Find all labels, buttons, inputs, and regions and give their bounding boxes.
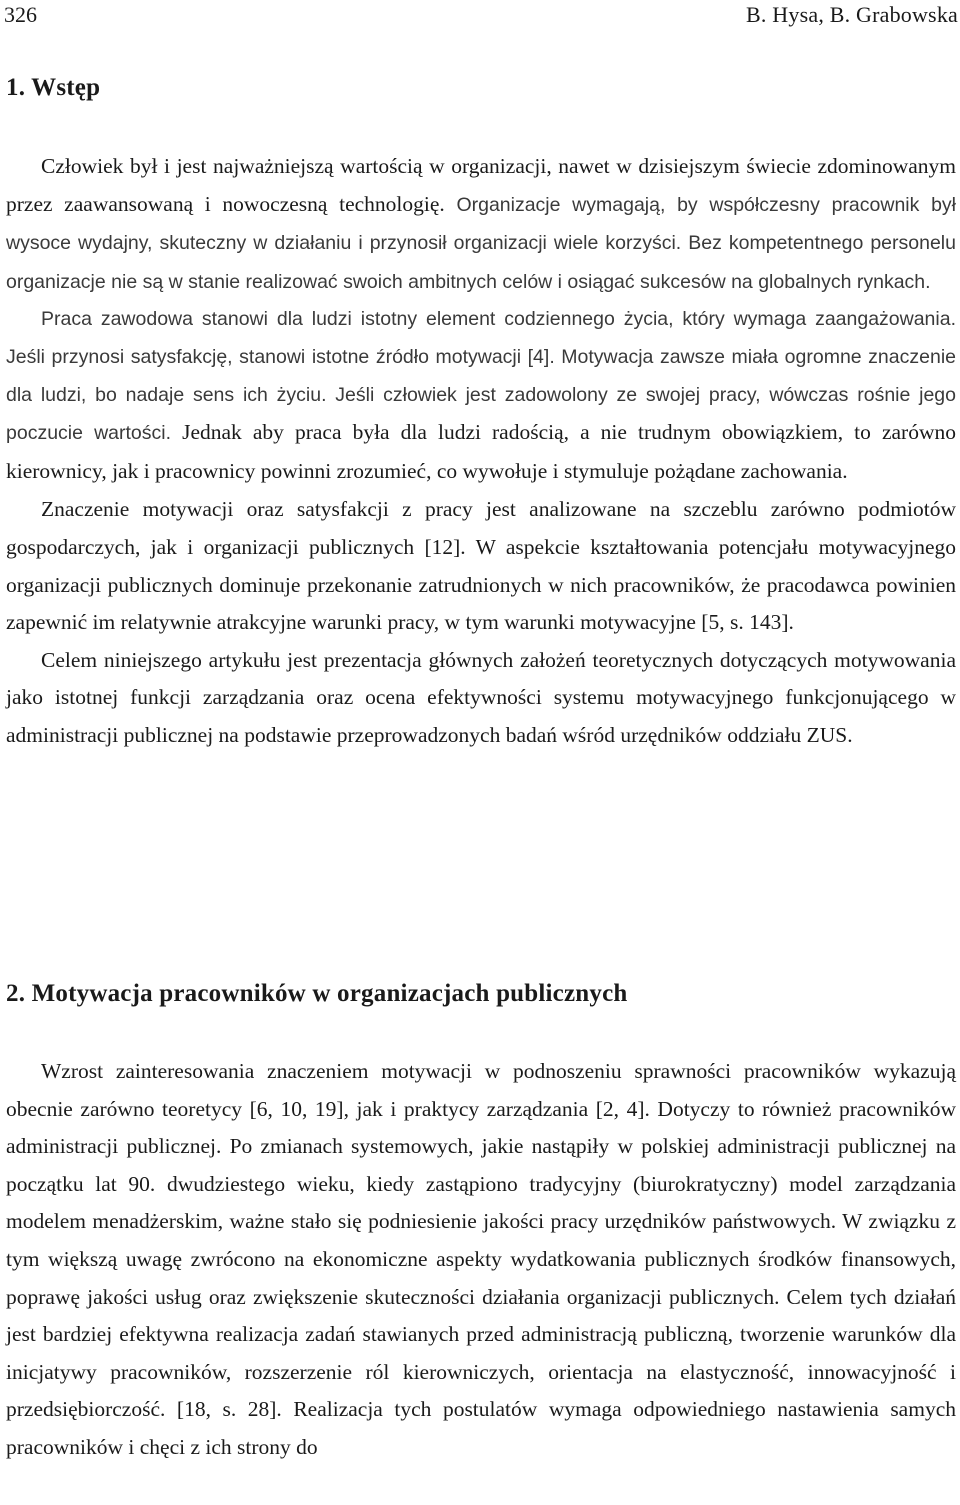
paragraph-text: Jednak aby praca była dla ludzi radością, a nie trudnym obowiązkiem, to zarówno kierownicy, jak i pracownicy powinni zrozumieć, co wywołuje i stymuluje pożądane zachowania.	[6, 420, 956, 483]
section-heading-introduction: 1. Wstęp	[6, 74, 101, 101]
running-header-authors: B. Hysa, B. Grabowska	[746, 2, 958, 27]
running-header	[6, 0, 958, 30]
paragraph: Znaczenie motywacji oraz satysfakcji z pracy jest analizowane na szczeblu zarówno podmiotów gospodarczych, jak i organizacji publicznych [12]. W aspekcie kształtowania potencjału motywacyjnego organizacji publicznych dominuje przekonanie zatrudnionych w nich pracowników, że pracodawca powinien zapewnić im relatywnie atrakcyjne warunki pracy, w tym warunki motywacyjne [5, s. 143].	[6, 497, 956, 635]
section-body-motivation	[6, 1053, 956, 1467]
paragraph: Celem niniejszego artykułu jest prezentacja głównych założeń teoretycznych dotyczących motywowania jako istotnej funkcji zarządzania oraz ocena efektywności systemu motywacyjnego funkcjonującego w administracji publicznej na podstawie przeprowadzonych badań wśród urzędników oddziału ZUS.	[6, 647, 956, 747]
paragraph: Wzrost zainteresowania znaczeniem motywacji w podnoszeniu sprawności pracowników wykazują obecnie zarówno teoretycy [6, 10, 19], jak i praktycy zarządzania [2, 4]. Dotyczy to również pracowników administracji publicznej. Po zmianach systemowych, jakie nastąpiły w polskiej administracji publicznej na początku lat 90. dwudziestego wieku, kiedy zastąpiono tradycyjny (biurokratyczny) model zarządzania modelem menadżerskim, ważne stało się podniesienie jakości pracy urzędników państwowych. W związku z tym większą uwagę zwrócono na ekonomiczne aspekty wydatkowania publicznych środków finansowych, poprawę jakości usług oraz zwiększenie skuteczności działania organizacji publicznych. Celem tych działań jest bardziej efektywna realizacja zadań stawianych przed administracją publiczną, tworzenie warunków dla inicjatywy pracowników, rozszerzenie ról kierowniczych, orientacja na elastyczność, innowacyjność i przedsiębiorczość. [18, s. 28]. Realizacja tych postulatów wymaga odpowiedniego nastawienia samych pracowników i chęci z ich strony do	[6, 1059, 956, 1459]
page-number: 326	[4, 2, 37, 27]
paragraph	[6, 148, 956, 301]
paragraph	[6, 301, 956, 491]
paragraph-text-sans: Organizacje wymagają, by współczesny pracownik był wysoce wydajny, skuteczny w działaniu i przynosił organizacji wiele korzyści. Bez kompetentnego personelu organizacje nie są w stanie realizować swoich ambitnych celów i osiągać sukcesów na globalnych rynkach.	[6, 193, 957, 293]
document-page	[4, 0, 958, 1459]
paragraph-text-sans: Praca zawodowa stanowi dla ludzi istotny element codziennego życia, który wymaga zaangażowania. Jeśli przynosi satysfakcję, stanowi istotne źródło motywacji [4]. Motywacja zawsze miała ogromne znaczenie dla ludzi, bo nadaje sens ich życiu. Jeśli człowiek jest zadowolony ze swojej pracy, wówczas rośnie jego poczucie wartości.	[6, 308, 956, 445]
paragraph-text: Człowiek był i jest najważniejszą wartością w organizacji, nawet w dzisiejszym świecie zdominowanym przez zaawansowaną i nowoczesną technologię.	[6, 154, 956, 216]
section-body-introduction	[6, 148, 956, 755]
section-heading-motivation: 2. Motywacja pracowników w organizacjach publicznych	[6, 980, 628, 1007]
